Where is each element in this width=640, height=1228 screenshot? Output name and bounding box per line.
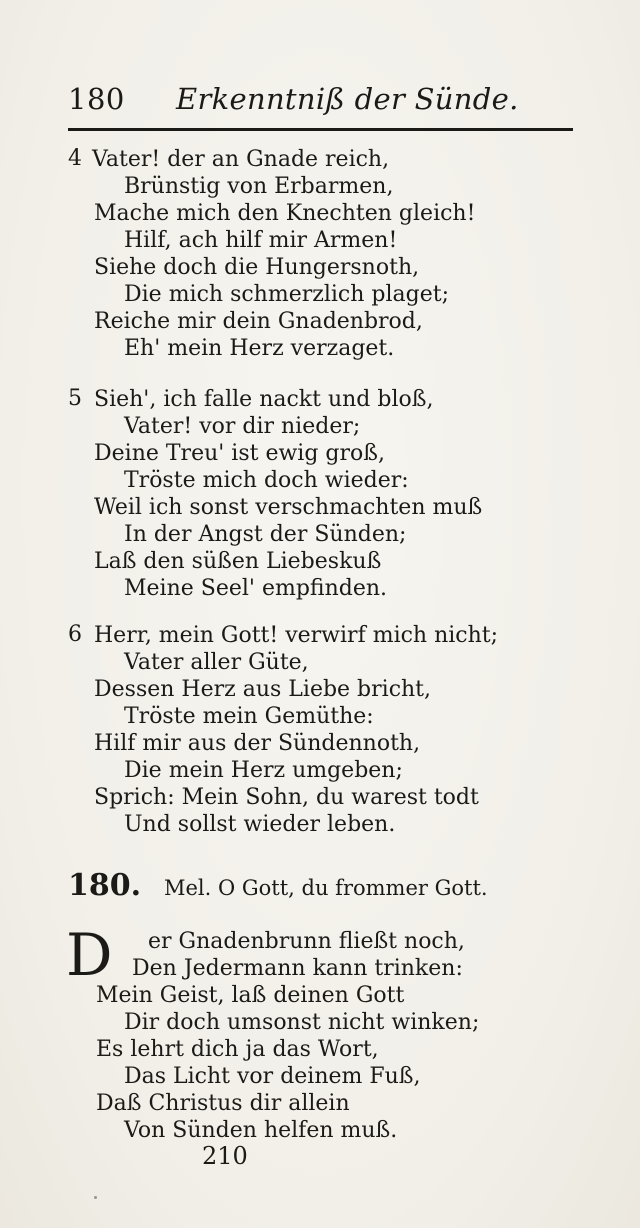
verse-line: Den Jedermann kann trinken: [132,956,463,981]
verse-line: Dessen Herz aus Liebe bricht, [94,677,432,702]
verse-line: In der Angst der Sünden; [124,522,407,547]
verse-line: Sprich: Mein Sohn, du warest todt [94,785,479,810]
verse-line: Tröste mein Gemüthe: [124,704,374,729]
verse-line: Laß den süßen Liebeskuß [94,549,382,574]
verse-line: Mein Geist, laß deinen Gott [96,983,405,1008]
verse-line: Die mich schmerzlich plaget; [124,282,449,307]
verse-line: Reiche mir dein Gnadenbrod, [94,309,423,334]
verse-line: Hilf mir aus der Sündennoth, [94,731,421,756]
verse-line: Herr, mein Gott! verwirf mich nicht; [94,623,499,648]
verse-line: Tröste mich doch wieder: [124,468,409,493]
verse-line: Das Licht vor deinem Fuß, [124,1064,421,1089]
paper-speck [94,1196,97,1199]
folio-number: 210 [202,1142,248,1170]
running-title: Erkenntniß der Sünde. [176,82,519,116]
stanza-number: 5 [68,386,82,411]
hymn-number: 180. [68,868,142,903]
page-number: 180 [68,82,125,116]
header-rule [68,128,573,131]
verse-line: Die mein Herz umgeben; [124,758,403,783]
verse-line: Mache mich den Knechten gleich! [94,201,476,226]
verse-line: Daß Christus dir allein [96,1091,350,1116]
verse-line: er Gnadenbrunn fließt noch, [148,929,465,954]
verse-line: Von Sünden helfen muß. [124,1118,398,1143]
drop-cap: D [66,921,113,989]
verse-line: Weil ich sonst verschmachten muß [94,495,483,520]
page-header [68,78,574,118]
verse-line: Dir doch umsonst nicht winken; [124,1010,480,1035]
verse-line: Meine Seel' empfinden. [124,576,388,601]
verse-line: Brünstig von Erbarmen, [124,174,394,199]
verse-line: Vater! der an Gnade reich, [92,147,390,172]
verse-line: Siehe doch die Hungersnoth, [94,255,420,280]
verse-line: Deine Treu' ist ewig groß, [94,441,385,466]
verse-line: Vater! vor dir nieder; [124,414,361,439]
verse-line: Sieh', ich falle nackt und bloß, [94,387,434,412]
melody-indication: Mel. O Gott, du frommer Gott. [164,876,488,900]
verse-line: Vater aller Güte, [124,650,309,675]
hymn-heading [68,868,588,908]
verse-line: Hilf, ach hilf mir Armen! [124,228,398,253]
stanza-number: 6 [68,622,82,647]
verse-line: Eh' mein Herz verzaget. [124,336,395,361]
verse-line: Es lehrt dich ja das Wort, [96,1037,379,1062]
verse-line: Und sollst wieder leben. [124,812,396,837]
stanza-number: 4 [68,146,82,171]
